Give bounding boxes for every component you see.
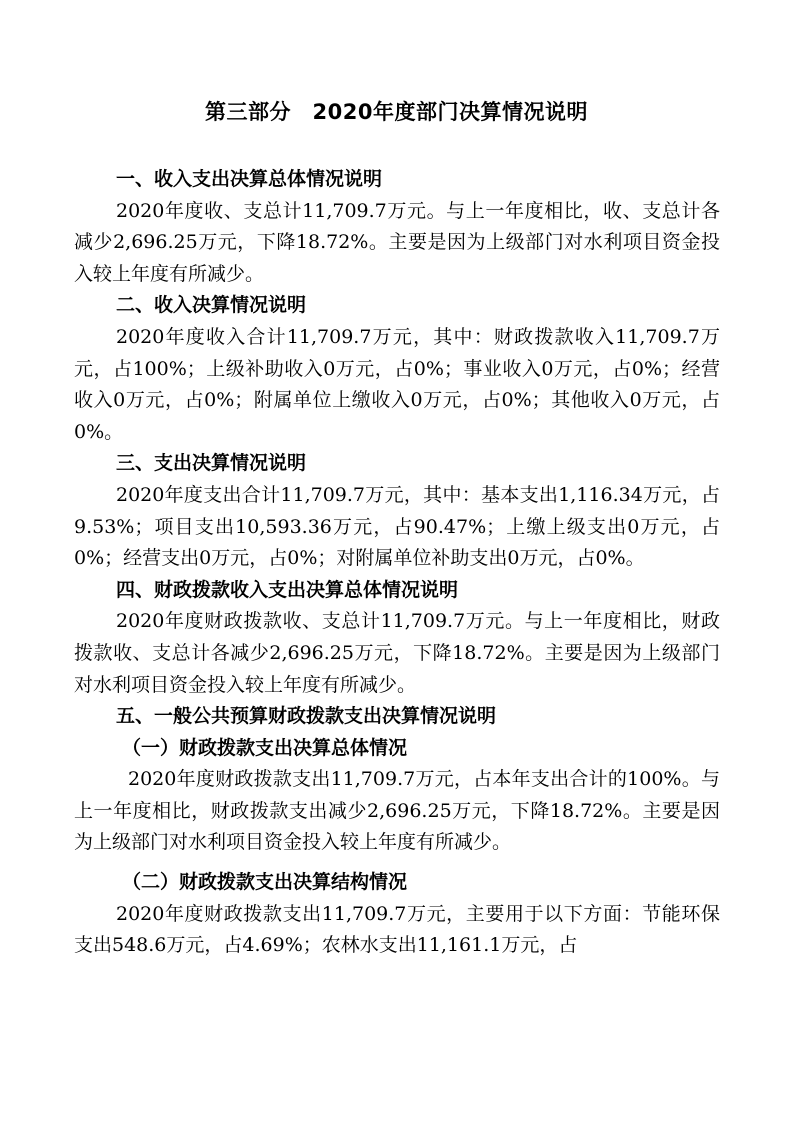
paragraph-expense: 2020年度支出合计11,709.7万元，其中：基本支出1,116.34万元，占9.53%；项目支出10,593.36万元，占90.47%；上缴上级支出0万元，占0%；经营支出0万元，占0%；对附属单位补助支出0万元，占0%。 [74, 483, 720, 570]
paragraph-fiscal-appropriation: 2020年度财政拨款收、支总计11,709.7万元。与上一年度相比，财政拨款收、支总计各减少2,696.25万元，下降18.72%。主要是因为上级部门对水利项目资金投入较上年度有所减少。 [74, 610, 720, 696]
spacer [74, 859, 720, 867]
subsection-heading-structure: （二）财政拨款支出决算结构情况 [122, 871, 408, 894]
paragraph-structure: 2020年度财政拨款支出11,709.7万元，主要用于以下方面：节能环保支出548.6万元，占4.69%；农林水支出11,161.1万元，占 [74, 902, 720, 957]
subsection-heading-overall: （一）财政拨款支出决算总体情况 [122, 736, 408, 759]
paragraph-income-expense-overview: 2020年度收、支总计11,709.7万元。与上一年度相比，收、支总计各减少2,696.25万元，下降18.72%。主要是因为上级部门对水利项目资金投入较上年度有所减少。 [74, 199, 720, 285]
section-heading-general-budget: 五、一般公共预算财政拨款支出决算情况说明 [116, 705, 497, 728]
page-title: 第三部分 2020年度部门决算情况说明 [205, 100, 588, 124]
section-heading-income-expense-overview: 一、收入支出决算总体情况说明 [116, 168, 383, 190]
paragraph-overall: 2020年度财政拨款支出11,709.7万元，占本年支出合计的100%。与上一年度相比，财政拨款支出减少2,696.25万元，下降18.72%。主要是因为上级部门对水利项目资金投入较上年度有所减少。 [74, 768, 720, 854]
document-body [74, 164, 720, 962]
section-heading-income: 二、收入决算情况说明 [116, 294, 307, 317]
section-heading-expense: 三、支出决算情况说明 [116, 452, 307, 475]
section-heading-fiscal-appropriation: 四、财政拨款收入支出决算总体情况说明 [116, 578, 459, 601]
paragraph-income: 2020年度收入合计11,709.7万元，其中：财政拨款收入11,709.7万元，占100%；上级补助收入0万元，占0%；事业收入0万元，占0%；经营收入0万元，占0%；附属单位上缴收入0万元，占0%；其他收入0万元，占0%。 [74, 325, 720, 443]
